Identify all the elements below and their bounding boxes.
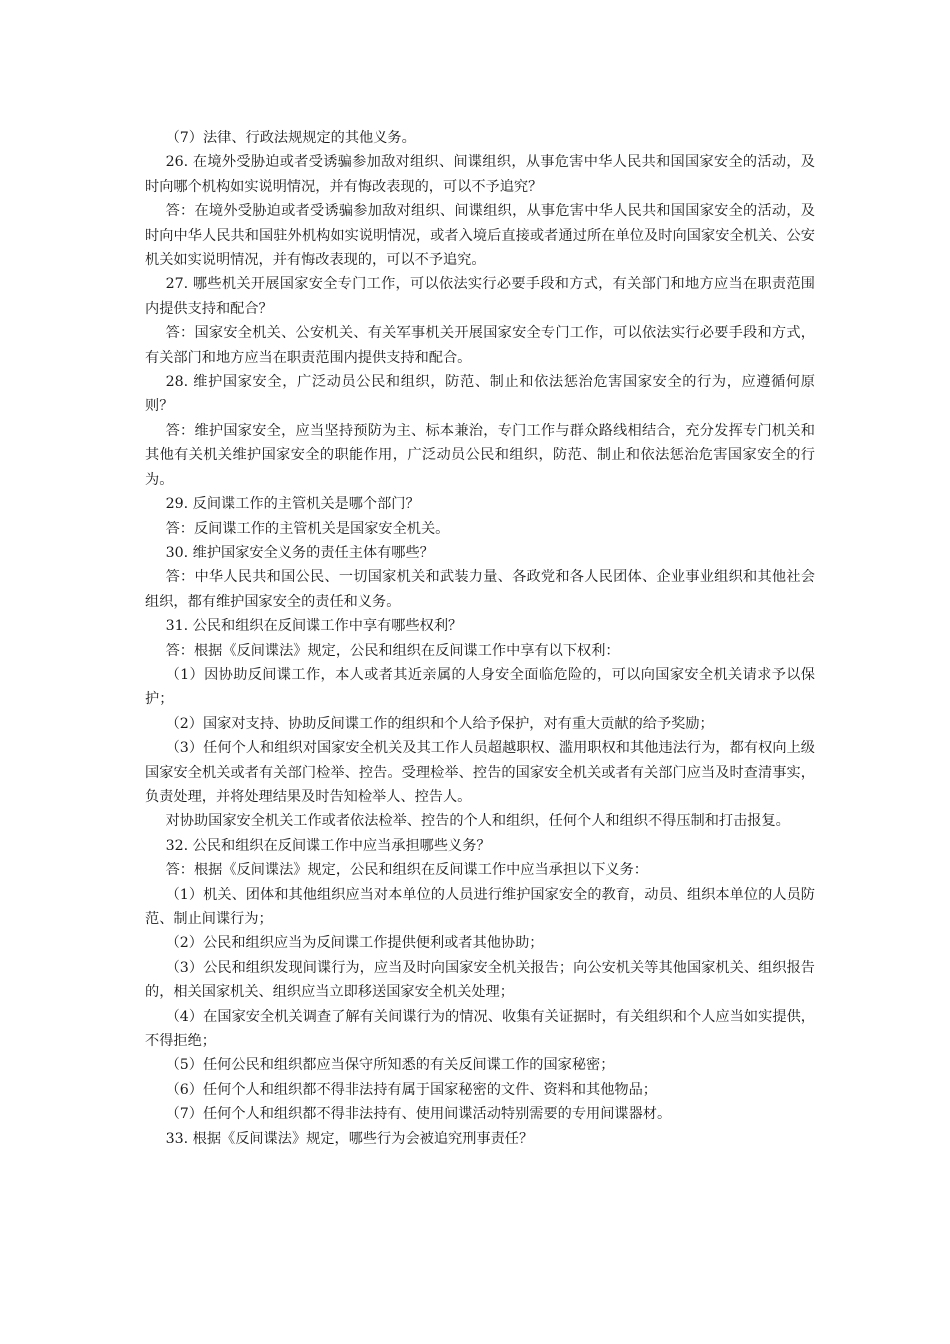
question-30: 30. 维护国家安全义务的责任主体有哪些？ <box>165 544 434 561</box>
answer-29: 答：反间谍工作的主管机关是国家安全机关。 <box>165 520 450 537</box>
answer-32-item-2: （2）公民和组织应当为反间谍工作提供便利或者其他协助； <box>165 935 544 952</box>
answer-31-item-2: （2）国家对支持、协助反间谍工作的组织和个人给予保护，对有重大贡献的给予奖励； <box>165 715 714 732</box>
question-28: 28. 维护国家安全，广泛动员公民和组织，防范、制止和依法惩治危害国家安全的行为，应遵循何原则？ <box>145 374 815 415</box>
answer-32-item-1: （1）机关、团体和其他组织应当对本单位的人员进行维护国家安全的教育，动员、组织本单位的人员防范、制止间谍行为； <box>145 886 815 927</box>
answer-32-item-6: （6）任何个人和组织都不得非法持有属于国家秘密的文件、资料和其他物品； <box>165 1081 657 1098</box>
question-26: 26. 在境外受胁迫或者受诱骗参加敌对组织、间谍组织，从事危害中华人民共和国国家安全的活动，及时向哪个机构如实说明情况，并有悔改表现的，可以不予追究？ <box>145 154 815 195</box>
question-33: 33. 根据《反间谍法》规定，哪些行为会被追究刑事责任？ <box>165 1130 534 1147</box>
question-31: 31. 公民和组织在反间谍工作中享有哪些权利？ <box>165 618 463 635</box>
answer-31-item-3: （3）任何个人和组织对国家安全机关及其工作人员超越职权、滥用职权和其他违法行为，都有权向上级国家安全机关或者有关部门检举、控告。受理检举、控告的国家安全机关或者有关部门应当及时查清事实，负责处理，并将处理结果及时告知检举人、控告人。 <box>145 740 815 805</box>
answer-32-item-4: （4）在国家安全机关调查了解有关间谍行为的情况、收集有关证据时，有关组织和个人应当如实提供，不得拒绝； <box>145 1008 815 1050</box>
answer-32-item-3: （3）公民和组织发现间谍行为，应当及时向国家安全机关报告；向公安机关等其他国家机关、组织报告的，相关国家机关、组织应当立即移送国家安全机关处理； <box>145 959 815 1001</box>
question-32: 32. 公民和组织在反间谍工作中应当承担哪些义务？ <box>165 837 491 854</box>
answer-31-item-1: （1）因协助反间谍工作，本人或者其近亲属的人身安全面临危险的，可以向国家安全机关请求予以保护； <box>145 666 815 708</box>
answer-32-intro: 答：根据《反间谍法》规定，公民和组织在反间谍工作中应当承担以下义务： <box>165 862 648 879</box>
answer-32-item-7: （7）任何个人和组织都不得非法持有、使用间谍活动特别需要的专用间谍器材。 <box>165 1106 672 1123</box>
answer-31-note: 对协助国家安全机关工作或者依法检举、控告的个人和组织，任何个人和组织不得压制和打击报复。 <box>165 813 790 830</box>
answer-26: 答：在境外受胁迫或者受诱骗参加敌对组织、间谍组织，从事危害中华人民共和国国家安全的活动，及时向中华人民共和国驻外机构如实说明情况，或者入境后直接或者通过所在单位及时向国家安全机关、公安机关如实说明情况，并有悔改表现的，可以不予追究。 <box>145 203 815 269</box>
answer-31-intro: 答：根据《反间谍法》规定，公民和组织在反间谍工作中享有以下权利： <box>165 642 620 659</box>
answer-28: 答：维护国家安全，应当坚持预防为主、标本兼治，专门工作与群众路线相结合，充分发挥专门机关和其他有关机关维护国家安全的职能作用，广泛动员公民和组织，防范、制止和依法惩治危害国家安全的行为。 <box>145 422 815 488</box>
paragraph-obligation-7: （7）法律、行政法规规定的其他义务。 <box>165 130 416 146</box>
answer-32-item-5: （5）任何公民和组织都应当保守所知悉的有关反间谍工作的国家秘密； <box>165 1057 615 1074</box>
question-29: 29. 反间谍工作的主管机关是哪个部门？ <box>165 496 420 513</box>
question-27: 27. 哪些机关开展国家安全专门工作，可以依法实行必要手段和方式，有关部门和地方应当在职责范围内提供支持和配合？ <box>145 276 815 317</box>
answer-27: 答：国家安全机关、公安机关、有关军事机关开展国家安全专门工作，可以依法实行必要手段和方式，有关部门和地方应当在职责范围内提供支持和配合。 <box>145 325 815 366</box>
document-body <box>145 126 815 1151</box>
answer-30: 答：中华人民共和国公民、一切国家机关和武装力量、各政党和各人民团体、企业事业组织和其他社会组织，都有维护国家安全的责任和义务。 <box>145 569 815 610</box>
